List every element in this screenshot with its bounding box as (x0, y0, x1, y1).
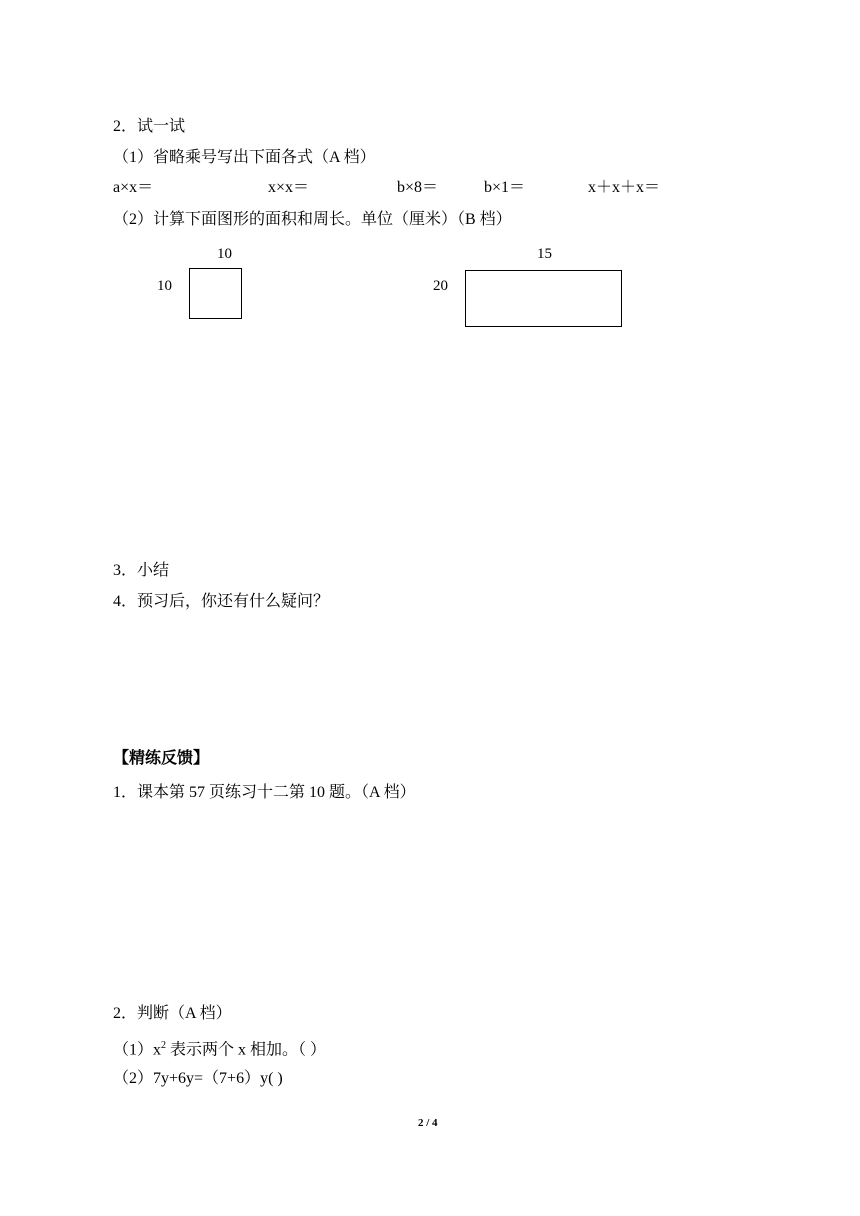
judge-statement-1 (113, 1036, 326, 1060)
judge-1-suffix: 表示两个 x 相加。（ ） (166, 1041, 327, 1059)
square-top-label: 10 (217, 246, 232, 262)
expression-3: b×8＝ (397, 179, 439, 196)
question-heading: 4．预习后，你还有什么疑问？ (113, 593, 330, 610)
expression-5: x＋x＋x＝ (588, 179, 661, 196)
square-side-label: 10 (157, 278, 172, 294)
square-figure (189, 268, 242, 319)
expression-1: a×x＝ (113, 179, 154, 196)
judge-1-prefix: （1）x (113, 1041, 162, 1059)
rectangle-figure (465, 270, 622, 327)
try-part2: （2）计算下面图形的面积和周长。单位（厘米）（B 档） (113, 211, 512, 228)
page-number: 2 / 4 (418, 1117, 438, 1129)
summary-heading: 3．小结 (113, 562, 170, 579)
try-heading: 2．试一试 (113, 118, 186, 135)
rectangle-top-label: 15 (537, 246, 552, 262)
judge-1-exponent: 2 (161, 1040, 167, 1051)
feedback-heading: 【精练反馈】 (113, 750, 210, 767)
expression-4: b×1＝ (484, 179, 526, 196)
judge-statement-2: （2）7y+6y=（7+6）y( ) (113, 1070, 283, 1087)
try-part1: （1）省略乘号写出下面各式（A 档） (113, 149, 376, 166)
feedback-item-2: 2．判断（A 档） (113, 1005, 232, 1022)
expression-2: x×x＝ (268, 179, 310, 196)
rectangle-side-label: 20 (433, 278, 448, 294)
feedback-item-1: 1．课本第 57 页练习十二第 10 题。（A 档） (113, 784, 416, 801)
